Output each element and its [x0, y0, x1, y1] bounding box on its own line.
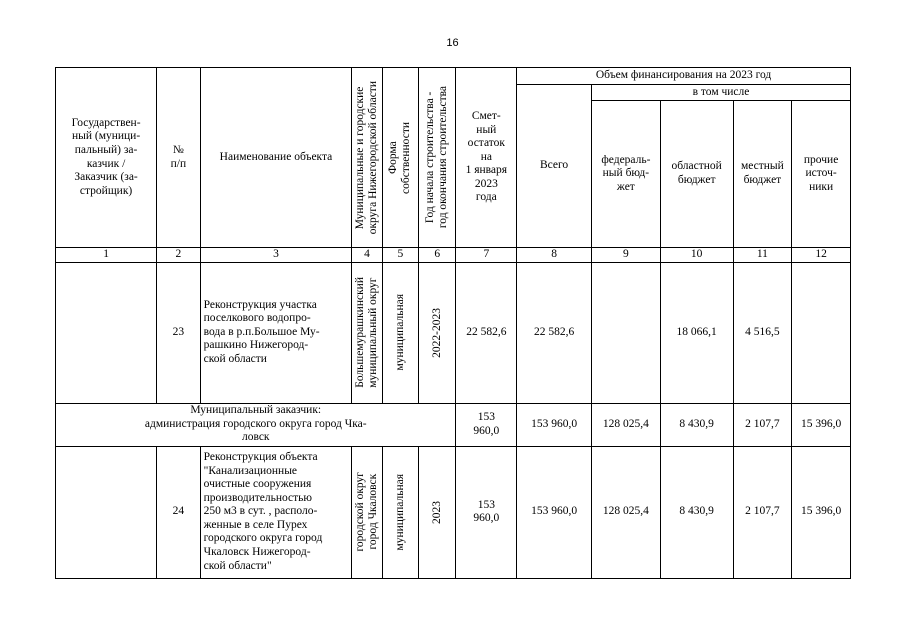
- header-district: Муниципальные и городские округа Нижегородской области: [352, 68, 382, 248]
- customer-row-local: 2 107,7: [733, 403, 792, 446]
- header-total: Всего: [517, 85, 592, 248]
- row23-other: [792, 262, 851, 403]
- col-num: 2: [157, 248, 200, 263]
- row23-years: 2022-2023: [419, 262, 456, 403]
- table-row: [56, 403, 851, 446]
- col-num: 5: [382, 248, 418, 263]
- header-object-name: Наименование объекта: [200, 68, 352, 248]
- header-row-1: [56, 68, 851, 85]
- header-customer: Государствен- ный (муници- пальный) за- казчик / Заказчик (за- стройщик): [56, 68, 157, 248]
- col-num: 12: [792, 248, 851, 263]
- column-numbers-row: [56, 248, 851, 263]
- customer-row-federal: 128 025,4: [592, 403, 661, 446]
- col-num: 7: [456, 248, 517, 263]
- col-num: 1: [56, 248, 157, 263]
- row24-regional: 8 430,9: [660, 446, 733, 578]
- row24-other: 15 396,0: [792, 446, 851, 578]
- row23-federal: [592, 262, 661, 403]
- customer-row-other: 15 396,0: [792, 403, 851, 446]
- row23-customer: [56, 262, 157, 403]
- col-num: 10: [660, 248, 733, 263]
- row23-ownership: муниципальная: [382, 262, 418, 403]
- customer-row-regional: 8 430,9: [660, 403, 733, 446]
- row24-balance: 153 960,0: [456, 446, 517, 578]
- header-ownership: Форма собственности: [382, 68, 418, 248]
- col-num: 3: [200, 248, 352, 263]
- table-row: [56, 262, 851, 403]
- col-num: 6: [419, 248, 456, 263]
- row23-local: 4 516,5: [733, 262, 792, 403]
- col-num: 11: [733, 248, 792, 263]
- header-years: Год начала строительства - год окончания строительства: [419, 68, 456, 248]
- row23-total: 22 582,6: [517, 262, 592, 403]
- col-num: 8: [517, 248, 592, 263]
- customer-row-balance: 153 960,0: [456, 403, 517, 446]
- header-estimated-balance: Смет- ный остаток на 1 января 2023 года: [456, 68, 517, 248]
- row23-number: 23: [157, 262, 200, 403]
- header-including: в том числе: [592, 85, 851, 101]
- header-number: № п/п: [157, 68, 200, 248]
- page-number: 16: [446, 37, 459, 49]
- row24-object-name: Реконструкция объекта "Канализационные очистные сооружения производительностью 250 м3 в сут. , располо- женные в селе Пурех городского округа город Чкаловск Нижегород- ской области": [200, 446, 352, 578]
- row24-ownership: муниципальная: [382, 446, 418, 578]
- row24-total: 153 960,0: [517, 446, 592, 578]
- header-regional: областной бюджет: [660, 101, 733, 248]
- row24-local: 2 107,7: [733, 446, 792, 578]
- customer-row-total: 153 960,0: [517, 403, 592, 446]
- customer-row-label: Муниципальный заказчик: администрация городского округа город Чка- ловск: [56, 403, 456, 446]
- row23-object-name: Реконструкция участка поселкового водопро- вода в р.п.Большое Му- рашкино Нижегород- ской области: [200, 262, 352, 403]
- header-other: прочие источ- ники: [792, 101, 851, 248]
- row23-balance: 22 582,6: [456, 262, 517, 403]
- financing-table: [55, 67, 851, 579]
- header-funding: Объем финансирования на 2023 год: [517, 68, 851, 85]
- table-row: [56, 446, 851, 578]
- row23-district: Большемурашкинский муниципальный округ: [352, 262, 382, 403]
- col-num: 4: [352, 248, 382, 263]
- header-local: местный бюджет: [733, 101, 792, 248]
- col-num: 9: [592, 248, 661, 263]
- row24-number: 24: [157, 446, 200, 578]
- row24-federal: 128 025,4: [592, 446, 661, 578]
- header-federal: федераль- ный бюд- жет: [592, 101, 661, 248]
- row24-years: 2023: [419, 446, 456, 578]
- row24-district: городской округ город Чкаловск: [352, 446, 382, 578]
- row24-customer: [56, 446, 157, 578]
- row23-regional: 18 066,1: [660, 262, 733, 403]
